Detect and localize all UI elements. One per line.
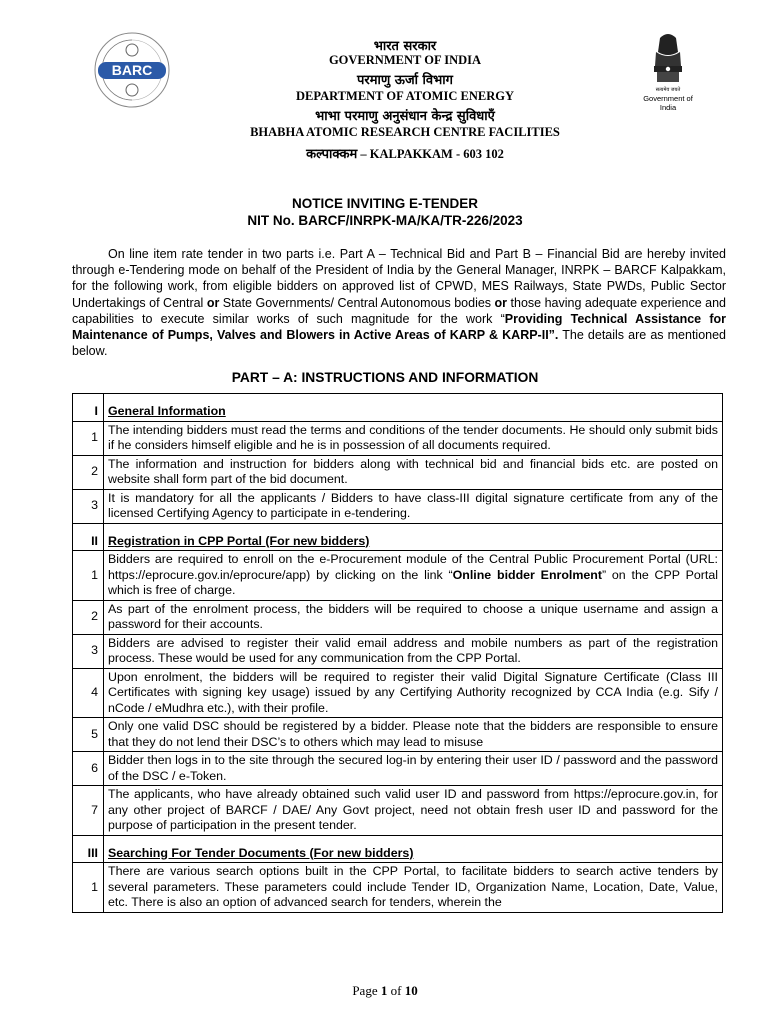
barc-logo-text: BARC xyxy=(111,62,153,78)
table-row xyxy=(73,551,723,601)
intro-paragraph xyxy=(72,246,726,359)
item-text-pre: Bidders are required to enroll on the e-Procurement module of the Central Public Procurement Portal (URL: https://eprocure.gov.in/eprocure/app) by clicking on the link “ xyxy=(108,552,718,582)
table-row xyxy=(73,863,723,913)
item-text: The applicants, who have already obtained such valid user ID and password from https://eprocure.gov.in, for any other project of BARCF / DAE/ Any Govt project, need not obtain fresh user ID and password for the purpose of participation in the present tender. xyxy=(104,786,723,836)
centre-line: BHABHA ATOMIC RESEARCH CENTRE FACILITIES xyxy=(250,125,560,139)
online-bidder-enrolment: Online bidder Enrolment xyxy=(452,567,602,582)
section-number: II xyxy=(73,523,104,551)
intro-or-1: or xyxy=(206,295,220,310)
table-row xyxy=(73,786,723,836)
govt-line: GOVERNMENT OF INDIA xyxy=(328,53,482,67)
table-row xyxy=(73,600,723,634)
place-text: – KALPAKKAM - 603 102 xyxy=(360,147,504,161)
section-header xyxy=(73,523,723,551)
lion-capital-icon xyxy=(648,30,688,94)
table-row xyxy=(73,718,723,752)
table-row xyxy=(73,489,723,523)
page-number: 1 xyxy=(380,983,388,998)
intro-mid-2: those having adequate experience and capabilities to execute similar works of such magnitude for the work “ xyxy=(72,295,727,326)
item-number: 3 xyxy=(73,489,104,523)
hindi-centre-line: भाभा परमाणु अनुसंधान केन्द्र सुविधाएँ xyxy=(315,109,495,124)
section-header xyxy=(73,835,723,863)
intro-or-2: or xyxy=(494,295,508,310)
item-number: 1 xyxy=(73,551,104,601)
item-text: Upon enrolment, the bidders will be required to register their valid Digital Signature Certificate (Class III Certificates with signing key usage) issued by any Certifying Authority recognized by CCA India (e.g. Sify / nCode / eMudhra etc.), with their profile. xyxy=(104,668,723,718)
section-title: Registration in CPP Portal (For new bidders) xyxy=(104,523,723,551)
intro-post: The details are as mentioned below. xyxy=(72,328,727,359)
item-number: 7 xyxy=(73,786,104,836)
item-number: 6 xyxy=(73,752,104,786)
dept-line: DEPARTMENT OF ATOMIC ENERGY xyxy=(296,89,514,103)
intro-mid-1: State Governments/ Central Autonomous bodies xyxy=(219,295,495,310)
intro-pre: On line item rate tender in two parts i.e. Part A – Technical Bid and Part B – Financial Bid are hereby invited through e-Tendering mode on behalf of the President of India by the General Manager, INRPK – BARCF Kalpakkam, for the following work, from eligible bidders on approved list of CPWD, MES Railways, State PWDs, Public Sector Undertakings of Central xyxy=(72,247,726,310)
of-word: of xyxy=(390,983,402,998)
item-text: Only one valid DSC should be registered by a bidder. Please note that the bidders are responsible to ensure that they do not lend their DSC’s to others which may lead to misuse xyxy=(104,718,723,752)
item-number: 1 xyxy=(73,863,104,913)
hindi-dept-line: परमाणु ऊर्जा विभाग xyxy=(357,73,453,88)
emblem-caption: Government of India xyxy=(643,94,693,112)
item-text: The intending bidders must read the terms and conditions of the tender documents. He should only submit bids if he considers himself eligible and he is in possession of all documents required. xyxy=(104,421,723,455)
section-number: III xyxy=(73,835,104,863)
hindi-place: कल्पाक्कम xyxy=(306,147,358,162)
section-title: Searching For Tender Documents (For new bidders) xyxy=(104,835,723,863)
table-row xyxy=(73,752,723,786)
page-footer xyxy=(0,983,770,999)
item-text: Bidder then logs in to the site through the secured log-in by entering their user ID / password and the password of the DSC / e-Token. xyxy=(104,752,723,786)
item-text-post: ” on the CPP Portal which is free of charge. xyxy=(108,567,718,597)
section-header xyxy=(73,394,723,422)
item-text: There are various search options built in the CPP Portal, to facilitate bidders to search active tenders by several parameters. These parameters could include Tender ID, Organization Name, Location, Date, Value, etc. There is also an option of advanced search for tenders, wherein the xyxy=(104,863,723,913)
item-number: 4 xyxy=(73,668,104,718)
item-number: 1 xyxy=(73,421,104,455)
section-number: I xyxy=(73,394,104,422)
item-text: Bidders are advised to register their valid email address and mobile numbers as part of the registration process. These would be used for any communication from the CPP Portal. xyxy=(104,634,723,668)
item-text: It is mandatory for all the applicants / Bidders to have class-III digital signature certificate from any of the licensed Certifying Agency to participate in e-tendering. xyxy=(104,489,723,523)
page-word: Page xyxy=(352,983,378,998)
barc-logo xyxy=(92,30,172,110)
nit-number: NIT No. BARCF/INRPK-MA/KA/TR-226/2023 xyxy=(247,213,523,228)
place-line xyxy=(180,144,630,162)
item-text: The information and instruction for bidders along with technical bid and financial bids etc. are posted on website shall form part of the bid document. xyxy=(104,455,723,489)
total-pages: 10 xyxy=(404,983,418,998)
table-row xyxy=(73,634,723,668)
hindi-govt-line: भारत सरकार xyxy=(373,39,437,54)
part-a-title: PART – A: INSTRUCTIONS AND INFORMATION xyxy=(231,370,539,385)
table-row xyxy=(73,668,723,718)
table-row xyxy=(73,455,723,489)
item-text: As part of the enrolment process, the bidders will be required to choose a unique username and assign a password for their accounts. xyxy=(104,600,723,634)
section-title: General Information xyxy=(104,394,723,422)
item-number: 5 xyxy=(73,718,104,752)
item-text xyxy=(104,551,723,601)
national-emblem xyxy=(636,30,700,114)
emblem-motto: सत्यमेव जयते xyxy=(655,87,681,93)
item-number: 2 xyxy=(73,600,104,634)
instructions-table xyxy=(72,393,723,913)
intro-work-title: Providing Technical Assistance for Maintenance of Pumps, Valves and Blowers in Active Areas of KARP & KARP-II”. xyxy=(72,311,726,343)
item-number: 3 xyxy=(73,634,104,668)
item-number: 2 xyxy=(73,455,104,489)
table-row xyxy=(73,421,723,455)
notice-title: NOTICE INVITING E-TENDER xyxy=(291,196,478,211)
